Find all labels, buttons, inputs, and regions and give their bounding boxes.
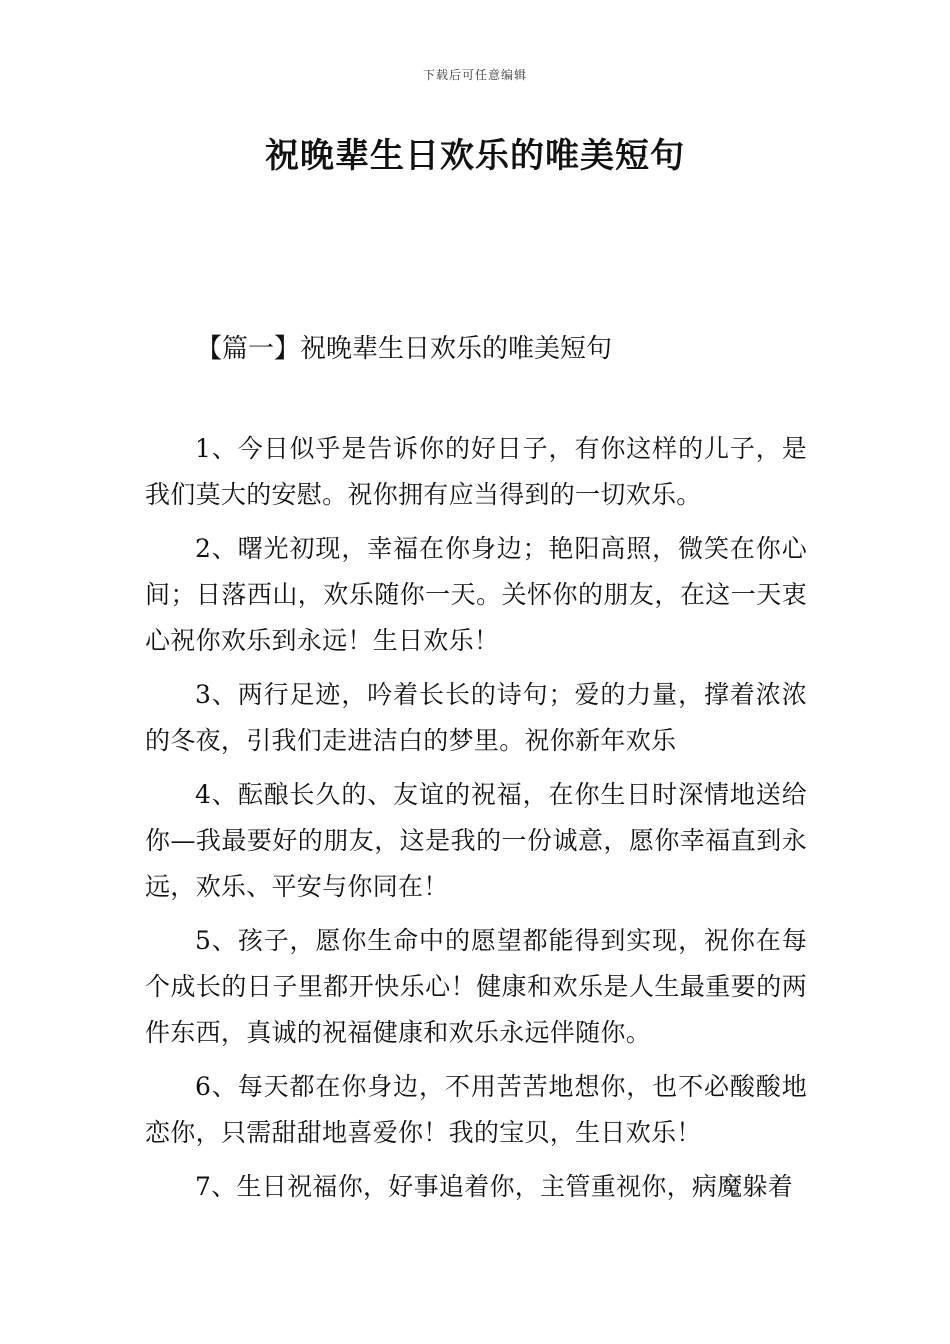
document-title: 祝晚辈生日欢乐的唯美短句 [265, 136, 685, 176]
paragraph-6: 6、每天都在你身边，不用苦苦地想你，也不必酸酸地恋你，只需甜甜地喜爱你！我的宝贝，生日欢乐！ [145, 1072, 807, 1147]
paragraph-5: 5、孩子，愿你生命中的愿望都能得到实现，祝你在每个成长的日子里都开快乐心！健康和欢乐是人生最重要的两件东西，真诚的祝福健康和欢乐永远伴随你。 [145, 926, 807, 1047]
paragraph-4: 4、酝酿长久的、友谊的祝福，在你生日时深情地送给你—我最要好的朋友，这是我的一份诚意，愿你幸福直到永远，欢乐、平安与你同在！ [145, 780, 807, 901]
paragraph-1: 1、今日似乎是告诉你的好日子，有你这样的儿子，是我们莫大的安慰。祝你拥有应当得到的一切欢乐。 [145, 434, 807, 509]
paragraph-7: 7、生日祝福你，好事追着你，主管重视你，病魔躲着 [195, 1172, 794, 1201]
section-heading: 【篇一】祝晚辈生日欢乐的唯美短句 [196, 334, 613, 364]
header-note: 下载后可任意编辑 [422, 68, 527, 82]
paragraph-3: 3、两行足迹，吟着长长的诗句；爱的力量，撑着浓浓的冬夜，引我们走进洁白的梦里。祝你新年欢乐 [145, 680, 807, 755]
body-text [145, 426, 807, 1210]
paragraph-2: 2、曙光初现，幸福在你身边；艳阳高照，微笑在你心间；日落西山，欢乐随你一天。关怀你的朋友，在这一天衷心祝你欢乐到永远！生日欢乐！ [145, 534, 807, 655]
